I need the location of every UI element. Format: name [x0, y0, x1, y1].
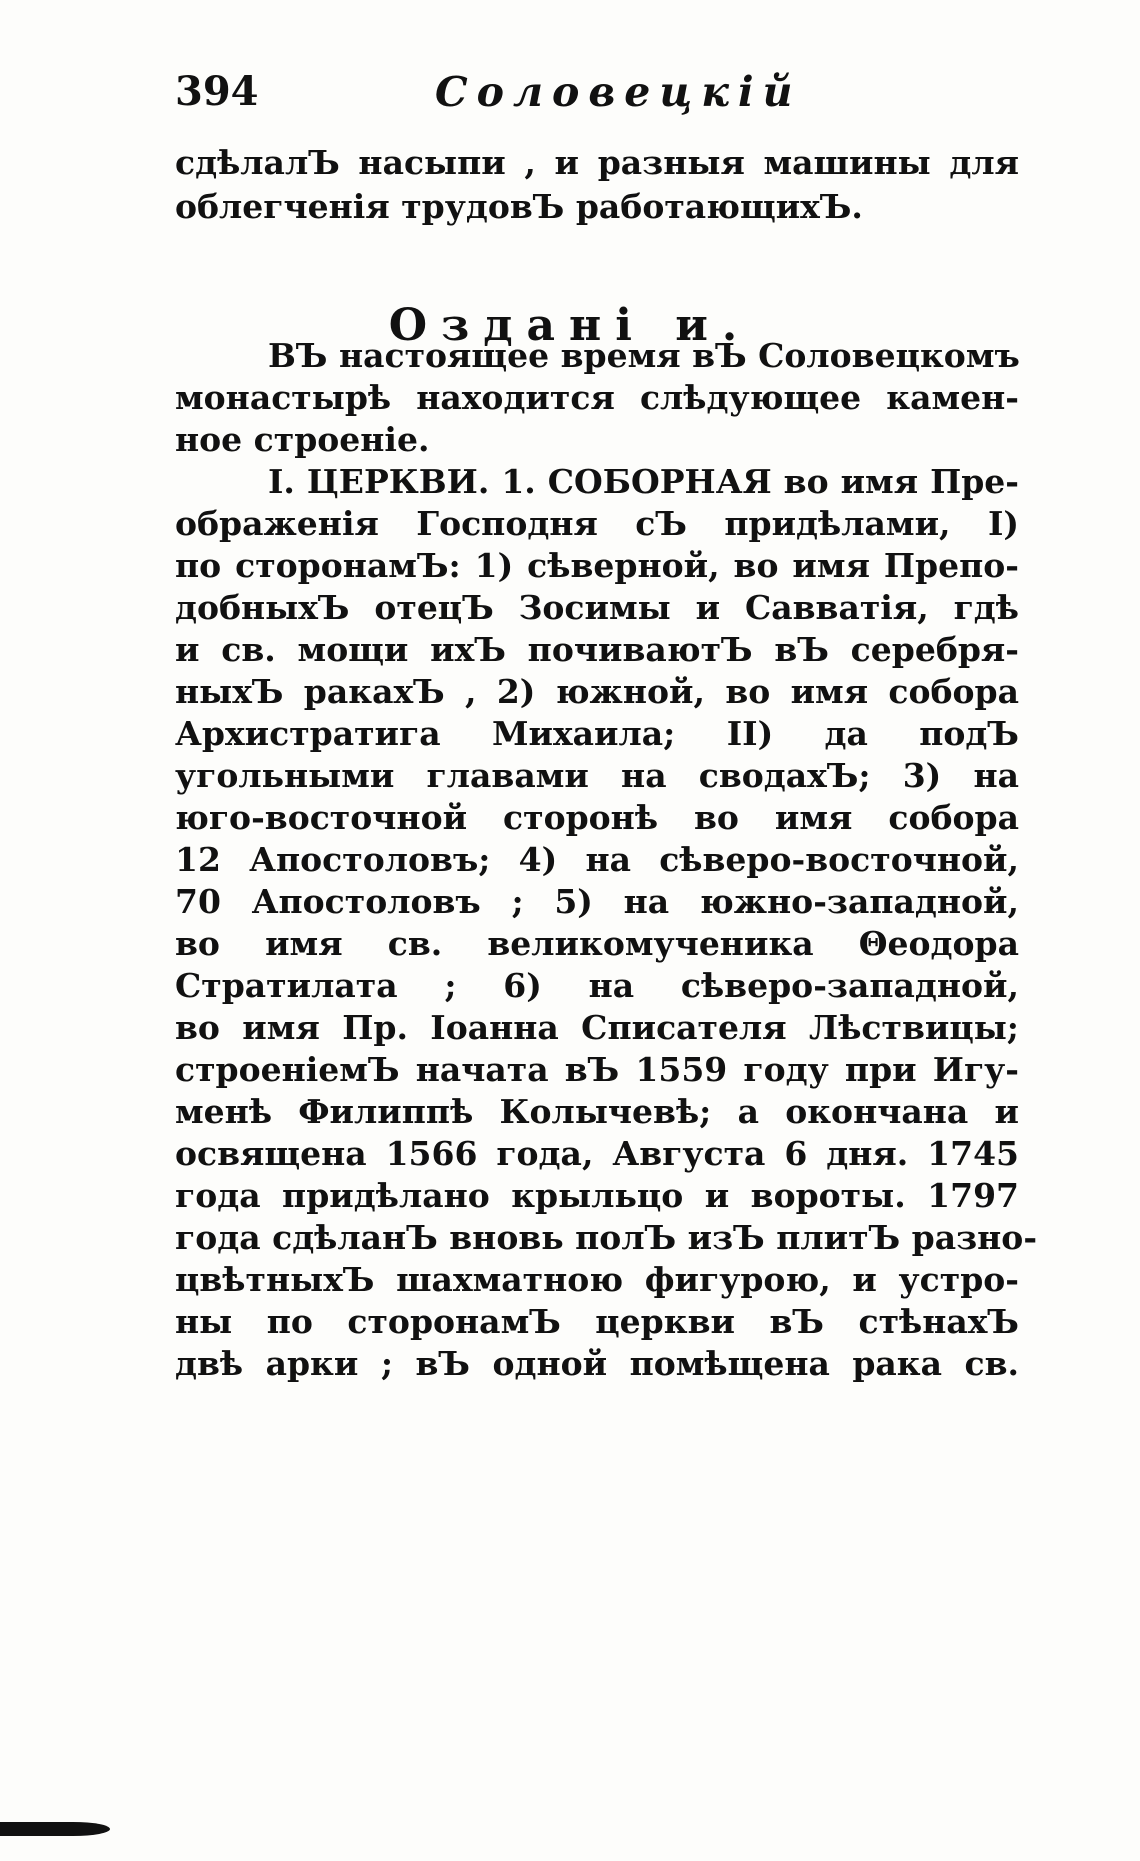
page-number: 394 — [175, 68, 259, 115]
text-line: и св. мощи ихЪ почиваютЪ вЪ серебря- — [175, 630, 1019, 669]
text-line: менѣ Филиппѣ Колычевѣ; а окончана и — [175, 1092, 1019, 1131]
text-line: ВЪ настоящее время вЪ Соловецкомъ — [268, 336, 1020, 375]
text-line: цвѣтныхЪ шахматною фигурою, и устро- — [175, 1260, 1019, 1299]
ink-smudge — [0, 1822, 110, 1836]
text-line: 12 Апостоловъ; 4) на сѣверо-восточной, — [175, 840, 1019, 879]
text-line: Архистратига Михаила; II) да подЪ — [175, 714, 1019, 753]
text-line: юго-восточной сторонѣ во имя собора — [175, 798, 1019, 837]
running-title: Соловецкій — [435, 68, 802, 116]
text-line: Стратилата ; 6) на сѣверо-западной, — [175, 966, 1019, 1005]
text-line: года придѣлано крыльцо и вороты. 1797 — [175, 1176, 1019, 1215]
page-header — [175, 68, 1055, 128]
text-line: І. ЦЕРКВИ. 1. СОБОРНАЯ во имя Пре- — [268, 462, 1019, 501]
text-line: двѣ арки ; вЪ одной помѣщена рака св. — [175, 1344, 1019, 1383]
text-line: облегченія трудовЪ работающихЪ. — [175, 187, 863, 226]
text-line: монастырѣ находится слѣдующее камен- — [175, 378, 1019, 417]
text-line: 70 Апостоловъ ; 5) на южно-западной, — [175, 882, 1019, 921]
text-line: ны по сторонамЪ церкви вЪ стѣнахЪ — [175, 1302, 1019, 1341]
text-line: сдѣлалЪ насыпи , и разныя машины для — [175, 143, 1019, 182]
text-line: во имя Пр. Іоанна Списателя Лѣствицы; — [175, 1008, 1019, 1047]
text-line: года сдѣланЪ вновь полЪ изЪ плитЪ разно- — [175, 1218, 1038, 1257]
text-line: ныхЪ ракахЪ , 2) южной, во имя собора — [175, 672, 1019, 711]
text-line: добныхЪ отецЪ Зосимы и Савватія, гдѣ — [175, 588, 1019, 627]
text-line: по сторонамЪ: 1) сѣверной, во имя Препо- — [175, 546, 1019, 585]
text-line: ное строеніе. — [175, 420, 430, 459]
text-line: строеніемЪ начата вЪ 1559 году при Игу- — [175, 1050, 1019, 1089]
text-line: ображенія Господня сЪ придѣлами, І) — [175, 504, 1019, 543]
text-line: во имя св. великомученика Θеодора — [175, 924, 1019, 963]
text-line: угольными главами на сводахЪ; 3) на — [175, 756, 1019, 795]
section-heading: Оздані и. — [388, 300, 752, 351]
text-line: освящена 1566 года, Августа 6 дня. 1745 — [175, 1134, 1019, 1173]
